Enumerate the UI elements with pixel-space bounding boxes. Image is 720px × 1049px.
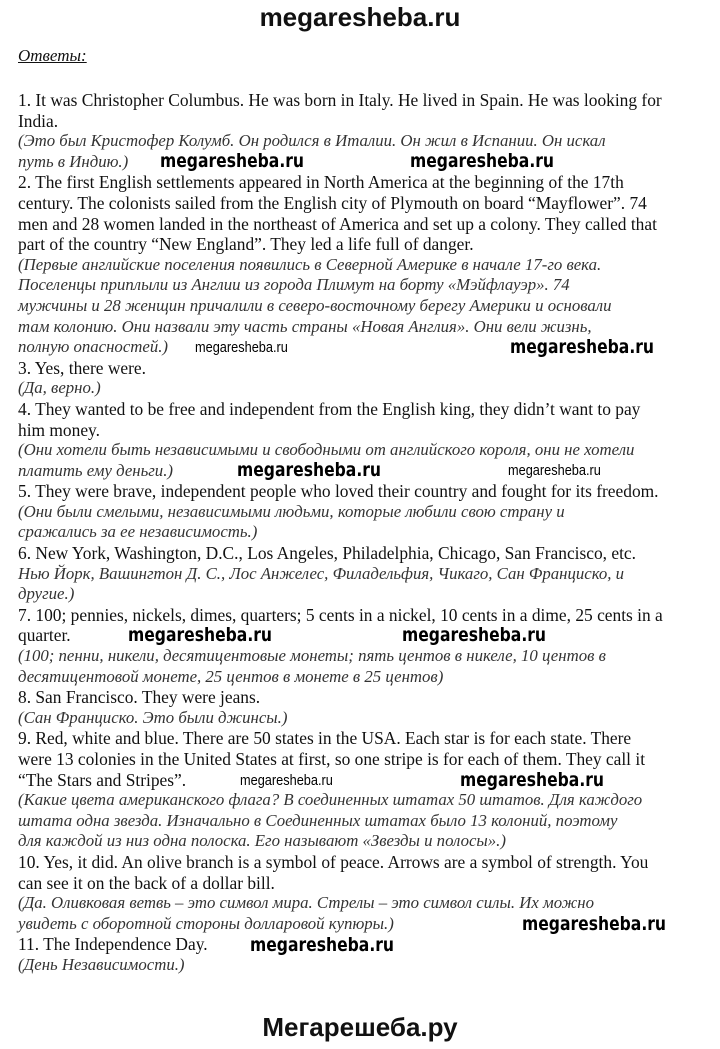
answer-item — [18, 481, 718, 543]
answer-russian-translation-line: другие.) — [18, 584, 75, 604]
answer-item — [18, 687, 718, 728]
answer-english-line: India. — [18, 110, 59, 131]
answer-english-line: part of the country “New England”. They led a life full of danger. — [18, 234, 474, 255]
answer-russian-translation-line: для каждой из низ одна полоска. Его называют «Звезды и полосы».) — [18, 831, 506, 851]
answers-list — [18, 90, 718, 976]
watermark: megaresheba.ru — [510, 338, 655, 357]
answer-english-line: 6. New York, Washington, D.C., Los Angeles, Philadelphia, Chicago, San Francisco, etc. — [18, 543, 636, 564]
answer-russian-translation-line: десятицентовой монете, 25 центов в монете в 25 центов) — [18, 666, 444, 686]
answer-russian-translation-line: (Они были смелыми, независимыми людьми, которые любили свою страну и — [18, 501, 565, 521]
watermark: megaresheba.ru — [402, 626, 547, 645]
answer-russian-translation-line: там колонию. Они назвали эту часть страны «Новая Англия». Они вели жизнь, — [18, 316, 592, 336]
answer-english-line: 5. They were brave, independent people who loved their country and fought for its freedom. — [18, 481, 659, 502]
answer-russian-translation-line: увидеть с оборотной стороны долларовой купюры.) — [18, 913, 394, 933]
answer-english-line: 9. Red, white and blue. There are 50 states in the USA. Each star is for each state. There — [18, 728, 632, 749]
watermark: megaresheba.ru — [508, 462, 601, 479]
site-header-logo[interactable]: megaresheba.ru — [259, 2, 461, 32]
answer-english-line: him money. — [18, 419, 100, 440]
watermark: megaresheba.ru — [460, 771, 605, 790]
answer-russian-translation-line: Нью Йорк, Вашингтон Д. С., Лос Анжелес, Филадельфия, Чикаго, Сан Франциско, и — [18, 563, 625, 583]
watermark: megaresheba.ru — [410, 152, 555, 171]
watermark: megaresheba.ru — [128, 626, 273, 645]
answer-russian-translation-line: (100; пенни, никели, десятицентовые монеты; пять центов в никеле, 10 центов в — [18, 646, 606, 666]
answer-english-line: men and 28 women landed in the northeast of America and set up a colony. They called that — [18, 213, 657, 234]
answer-russian-translation-line: (Они хотели быть независимыми и свободными от английского короля, они не хотели — [18, 440, 635, 460]
answer-english-line: can see it on the back of a dollar bill. — [18, 872, 275, 893]
answer-english-line: 4. They wanted to be free and independent from the English king, they didn’t want to pay — [18, 398, 641, 419]
answer-item — [18, 728, 718, 852]
answer-item — [18, 605, 718, 687]
watermark: megaresheba.ru — [237, 461, 382, 480]
answer-english-line: century. The colonists sailed from the English city of Plymouth on board “Mayflower”. 74 — [18, 192, 647, 213]
answer-russian-translation-line: (День Независимости.) — [18, 954, 185, 974]
answer-russian-translation-line: штата одна звезда. Изначально в Соединенных штатах было 13 колоний, поэтому — [18, 810, 618, 830]
answer-item — [18, 90, 718, 172]
answer-english-line: quarter. — [18, 625, 71, 646]
answer-item — [18, 172, 718, 357]
answer-english-line: “The Stars and Stripes”. — [18, 769, 187, 790]
answer-russian-translation-line: (Первые английские поселения появились в Северной Америке в начале 17-го века. — [18, 254, 602, 274]
answers-heading: Ответы: — [18, 46, 87, 65]
answer-russian-translation-line: Поселенцы приплыли из Англии из города Плимут на борту «Мэйфлауэр». 74 — [18, 275, 570, 295]
answer-english-line: 3. Yes, there were. — [18, 357, 146, 378]
answer-english-line: 10. Yes, it did. An olive branch is a symbol of peace. Arrows are a symbol of strength. You — [18, 851, 649, 872]
answer-russian-translation-line: (Да, верно.) — [18, 378, 101, 398]
watermark: megaresheba.ru — [240, 772, 333, 789]
answer-russian-translation-line: (Какие цвета американского флага? В соединенных штатах 50 штатов. Для каждого — [18, 790, 643, 810]
watermark: megaresheba.ru — [522, 915, 667, 934]
answer-english-line: were 13 colonies in the United States at first, so one stripe is for each of them. They call it — [18, 749, 646, 769]
watermark: megaresheba.ru — [195, 339, 288, 356]
answer-russian-translation-line: платить ему деньги.) — [18, 460, 173, 480]
answer-item — [18, 358, 718, 399]
answer-english-line: 7. 100; pennies, nickels, dimes, quarters; 5 cents in a nickel, 10 cents in a dime, 25 cents in a — [18, 604, 663, 625]
answer-russian-translation-line: путь в Индию.) — [18, 151, 129, 171]
answer-russian-translation-line: сражались за ее независимость.) — [18, 522, 258, 542]
answer-english-line: 11. The Independence Day. — [18, 934, 208, 955]
answer-russian-translation-line: мужчины и 28 женщин причалили в северо-восточному берегу Америки и основали — [18, 295, 612, 315]
watermark: megaresheba.ru — [160, 152, 305, 171]
answer-english-line: 2. The first English settlements appeared in North America at the beginning of the 17th — [18, 172, 624, 193]
answer-english-line: 8. San Francisco. They were jeans. — [18, 687, 261, 708]
answer-russian-translation-line: полную опасностей.) — [18, 337, 169, 357]
site-footer-logo[interactable]: Мегарешеба.ру — [262, 1012, 458, 1042]
answer-russian-translation-line: (Да. Оливковая ветвь – это символ мира. Стрелы – это символ силы. Их можно — [18, 893, 594, 913]
answer-russian-translation-line: (Это был Кристофер Колумб. Он родился в Италии. Он жил в Испании. Он искал — [18, 131, 606, 151]
answer-russian-translation-line: (Сан Франциско. Это были джинсы.) — [18, 707, 288, 727]
answer-item — [18, 543, 718, 605]
answer-english-line: 1. It was Christopher Columbus. He was born in Italy. He lived in Spain. He was looking for — [18, 90, 662, 110]
watermark: megaresheba.ru — [250, 936, 395, 955]
